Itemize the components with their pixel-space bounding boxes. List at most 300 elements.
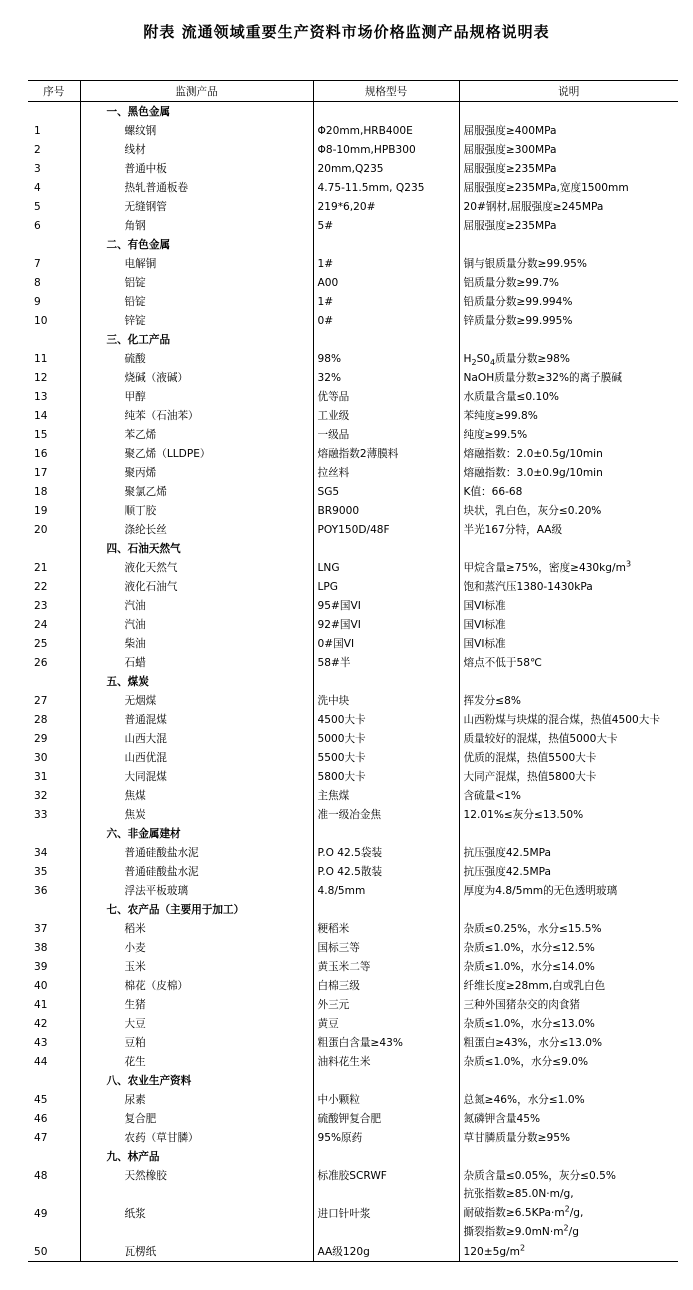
table-row (28, 501, 678, 520)
row-product: 焦煤 (80, 786, 313, 805)
row-no (28, 672, 80, 691)
table-row (28, 786, 678, 805)
row-no: 41 (34, 998, 48, 1011)
row-desc: 熔点不低于58℃ (459, 653, 678, 672)
row-desc: 熔融指数：2.0±0.5g/10min (459, 444, 678, 463)
row-spec: 一级品 (313, 425, 459, 444)
row-no (28, 539, 80, 558)
row-no: 16 (34, 447, 48, 460)
row-no: 1 (34, 124, 41, 137)
row-no: 5 (34, 200, 41, 213)
table-row (28, 767, 678, 786)
row-no: 34 (34, 846, 48, 859)
row-product: 花生 (80, 1052, 313, 1071)
row-spec: 拉丝料 (313, 463, 459, 482)
row-spec: 粳稻米 (313, 919, 459, 938)
table-row (28, 1185, 678, 1242)
row-product: 电解铜 (80, 254, 313, 273)
row-no: 48 (34, 1169, 48, 1182)
row-desc: 杂质≤0.25%，水分≤15.5% (459, 919, 678, 938)
row-spec: 58#半 (313, 653, 459, 672)
row-spec: LPG (313, 577, 459, 596)
row-product: 农药（草甘膦） (80, 1128, 313, 1147)
row-spec: A00 (313, 273, 459, 292)
table-row (28, 1128, 678, 1147)
row-spec: 219*6,20# (313, 197, 459, 216)
row-product: 普通硅酸盐水泥 (80, 862, 313, 881)
row-no: 35 (34, 865, 48, 878)
category-row (28, 102, 678, 122)
table-row (28, 653, 678, 672)
page-title: 附表 流通领域重要生产资料市场价格监测产品规格说明表 (143, 23, 550, 41)
row-product: 液化石油气 (80, 577, 313, 596)
table-row (28, 159, 678, 178)
desc-line (464, 1223, 679, 1242)
row-product: 石蜡 (80, 653, 313, 672)
header-product: 监测产品 (80, 81, 313, 102)
row-desc: 含硫量<1% (459, 786, 678, 805)
table-row (28, 1090, 678, 1109)
row-spec: 20mm,Q235 (313, 159, 459, 178)
table-row (28, 691, 678, 710)
row-no: 17 (34, 466, 48, 479)
row-spec: LNG (313, 558, 459, 577)
category-label: 四、石油天然气 (80, 539, 313, 558)
row-desc: 优质的混煤，热值5500大卡 (459, 748, 678, 767)
row-desc (459, 1185, 678, 1242)
row-desc: 厚度为4.8/5mm的无色透明玻璃 (459, 881, 678, 900)
category-row (28, 672, 678, 691)
row-no: 4 (34, 181, 41, 194)
row-product: 棉花（皮棉） (80, 976, 313, 995)
row-no: 19 (34, 504, 48, 517)
row-desc: 国VI标准 (459, 634, 678, 653)
row-no: 20 (34, 523, 48, 536)
row-no: 2 (34, 143, 41, 156)
table-row (28, 254, 678, 273)
table-row (28, 710, 678, 729)
row-desc: 山西粉煤与块煤的混合煤，热值4500大卡 (459, 710, 678, 729)
row-product: 尿素 (80, 1090, 313, 1109)
row-no: 14 (34, 409, 48, 422)
row-no (28, 824, 80, 843)
row-spec: Φ8-10mm,HPB300 (313, 140, 459, 159)
row-product: 苯乙烯 (80, 425, 313, 444)
row-spec: SG5 (313, 482, 459, 501)
row-product: 天然橡胶 (80, 1166, 313, 1185)
row-no (28, 330, 80, 349)
category-label: 八、农业生产资料 (80, 1071, 313, 1090)
text-part: /g (568, 1226, 579, 1238)
row-spec: 工业级 (313, 406, 459, 425)
row-product: 热轧普通板卷 (80, 178, 313, 197)
row-no: 8 (34, 276, 41, 289)
row-spec: 主焦煤 (313, 786, 459, 805)
table-row (28, 349, 678, 368)
row-desc: 挥发分≤8% (459, 691, 678, 710)
row-desc: 三种外国猪杂交的肉食猪 (459, 995, 678, 1014)
table-row (28, 577, 678, 596)
subscript: 4 (490, 358, 496, 368)
row-desc (459, 672, 678, 691)
row-no: 24 (34, 618, 48, 631)
row-desc: 半光167分特，AA级 (459, 520, 678, 539)
superscript: 2 (564, 1204, 570, 1214)
table-row (28, 121, 678, 140)
row-spec: P.O 42.5散装 (313, 862, 459, 881)
table-row (28, 558, 678, 577)
row-product: 小麦 (80, 938, 313, 957)
desc-line (464, 1204, 679, 1223)
table-row (28, 862, 678, 881)
row-spec (313, 235, 459, 254)
row-desc (459, 1071, 678, 1090)
row-desc: 杂质≤1.0%，水分≤12.5% (459, 938, 678, 957)
row-no: 36 (34, 884, 48, 897)
category-label: 五、煤炭 (80, 672, 313, 691)
row-spec: 油料花生米 (313, 1052, 459, 1071)
row-desc: NaOH质量分数≥32%的离子膜碱 (459, 368, 678, 387)
row-product: 聚氯乙烯 (80, 482, 313, 501)
row-product: 铅锭 (80, 292, 313, 311)
text-part: 120±5g/m (463, 1245, 520, 1258)
row-product: 顺丁胶 (80, 501, 313, 520)
category-label: 三、化工产品 (80, 330, 313, 349)
row-no: 21 (34, 561, 48, 574)
row-product: 大豆 (80, 1014, 313, 1033)
row-no (28, 1147, 80, 1166)
text-part: 撕裂指数≥9.0mN·m (463, 1226, 564, 1238)
category-label: 六、非金属建材 (80, 824, 313, 843)
row-spec: BR9000 (313, 501, 459, 520)
row-desc: 水质量含量≤0.10% (459, 387, 678, 406)
row-spec: Φ20mm,HRB400E (313, 121, 459, 140)
category-label: 九、林产品 (80, 1147, 313, 1166)
table-row (28, 957, 678, 976)
row-desc: 屈服强度≥300MPa (459, 140, 678, 159)
category-row (28, 235, 678, 254)
table-row (28, 463, 678, 482)
category-row (28, 539, 678, 558)
row-desc (459, 539, 678, 558)
row-spec: 0#国VI (313, 634, 459, 653)
row-no: 3 (34, 162, 41, 175)
table-row (28, 273, 678, 292)
row-product: 涤纶长丝 (80, 520, 313, 539)
table-row (28, 292, 678, 311)
row-no: 49 (34, 1207, 48, 1220)
row-desc: 大同产混煤，热值5800大卡 (459, 767, 678, 786)
row-spec (313, 1147, 459, 1166)
desc-line: 抗张指数≥85.0N·m/g, (463, 1188, 574, 1200)
row-product: 稻米 (80, 919, 313, 938)
row-desc: K值：66-68 (459, 482, 678, 501)
row-no: 45 (34, 1093, 48, 1106)
row-no: 12 (34, 371, 48, 384)
row-no: 23 (34, 599, 48, 612)
category-label: 一、黑色金属 (80, 102, 313, 122)
table-row (28, 197, 678, 216)
row-desc: 屈服强度≥235MPa (459, 159, 678, 178)
row-product: 浮法平板玻璃 (80, 881, 313, 900)
superscript: 3 (625, 559, 632, 569)
row-desc (459, 235, 678, 254)
row-spec: 粗蛋白含量≥43% (313, 1033, 459, 1052)
row-no (28, 235, 80, 254)
row-no: 13 (34, 390, 48, 403)
row-no: 15 (34, 428, 48, 441)
row-no: 44 (34, 1055, 48, 1068)
row-spec: 洗中块 (313, 691, 459, 710)
row-product: 锌锭 (80, 311, 313, 330)
table-row (28, 482, 678, 501)
row-desc: 杂质≤1.0%，水分≤13.0% (459, 1014, 678, 1033)
row-no: 42 (34, 1017, 48, 1030)
row-product: 无烟煤 (80, 691, 313, 710)
row-desc: 总氮≥46%，水分≤1.0% (459, 1090, 678, 1109)
row-desc (459, 349, 678, 368)
row-no: 40 (34, 979, 48, 992)
row-spec: 进口针叶浆 (313, 1185, 459, 1242)
row-spec: 32% (313, 368, 459, 387)
row-spec: 0# (313, 311, 459, 330)
table-row (28, 615, 678, 634)
row-product: 纸浆 (80, 1185, 313, 1242)
row-spec: AA级120g (313, 1242, 459, 1262)
row-no: 47 (34, 1131, 48, 1144)
row-desc (459, 558, 678, 577)
row-desc: 苯纯度≥99.8% (459, 406, 678, 425)
row-no: 37 (34, 922, 48, 935)
row-spec: 国标三等 (313, 938, 459, 957)
row-desc (459, 102, 678, 122)
row-no: 11 (34, 352, 48, 365)
row-spec: 中小颗粒 (313, 1090, 459, 1109)
row-spec: 优等品 (313, 387, 459, 406)
row-desc: 熔融指数：3.0±0.9g/10min (459, 463, 678, 482)
row-no: 46 (34, 1112, 48, 1125)
row-spec: 黄豆 (313, 1014, 459, 1033)
row-spec: 4500大卡 (313, 710, 459, 729)
row-spec (313, 672, 459, 691)
row-spec: 硫酸钾复合肥 (313, 1109, 459, 1128)
row-desc: 粗蛋白≥43%，水分≤13.0% (459, 1033, 678, 1052)
table-row (28, 1014, 678, 1033)
row-desc: 草甘膦质量分数≥95% (459, 1128, 678, 1147)
row-desc (459, 1242, 678, 1262)
row-spec (313, 900, 459, 919)
category-label: 七、农产品（主要用于加工） (80, 900, 313, 919)
row-no (28, 1071, 80, 1090)
row-desc: 杂质≤1.0%，水分≤14.0% (459, 957, 678, 976)
row-desc: 国VI标准 (459, 615, 678, 634)
table-row (28, 1109, 678, 1128)
row-product: 甲醇 (80, 387, 313, 406)
row-desc: 饱和蒸汽压1380-1430kPa (459, 577, 678, 596)
row-desc: 屈服强度≥235MPa (459, 216, 678, 235)
row-no: 50 (28, 1242, 80, 1262)
row-desc: 铝质量分数≥99.7% (459, 273, 678, 292)
row-no: 26 (34, 656, 48, 669)
row-product: 焦炭 (80, 805, 313, 824)
row-product: 普通硅酸盐水泥 (80, 843, 313, 862)
row-spec: 5800大卡 (313, 767, 459, 786)
row-no (28, 102, 80, 122)
row-product: 纯苯（石油苯） (80, 406, 313, 425)
category-row (28, 1147, 678, 1166)
row-desc: 纯度≥99.5% (459, 425, 678, 444)
row-spec (313, 824, 459, 843)
row-product: 山西优混 (80, 748, 313, 767)
row-spec: 5500大卡 (313, 748, 459, 767)
row-desc: 20#钢材,屈服强度≥245MPa (459, 197, 678, 216)
table-row (28, 1052, 678, 1071)
row-spec (313, 539, 459, 558)
row-product: 角钢 (80, 216, 313, 235)
row-no: 18 (34, 485, 48, 498)
row-product: 线材 (80, 140, 313, 159)
row-product: 普通混煤 (80, 710, 313, 729)
row-desc: 屈服强度≥400MPa (459, 121, 678, 140)
table-row (28, 919, 678, 938)
row-desc: 铜与银质量分数≥99.95% (459, 254, 678, 273)
table-row (28, 596, 678, 615)
row-spec: 5# (313, 216, 459, 235)
row-desc: 抗压强度42.5MPa (459, 843, 678, 862)
row-product: 液化天然气 (80, 558, 313, 577)
text-part: 质量分数≥98% (495, 353, 570, 365)
row-spec (313, 330, 459, 349)
row-desc: 抗压强度42.5MPa (459, 862, 678, 881)
table-row (28, 843, 678, 862)
table-row (28, 368, 678, 387)
table-row (28, 938, 678, 957)
category-label: 二、有色金属 (80, 235, 313, 254)
row-desc: 12.01%≤灰分≤13.50% (459, 805, 678, 824)
row-spec: 黄玉米二等 (313, 957, 459, 976)
table-body (28, 102, 678, 1262)
table-row (28, 805, 678, 824)
row-spec: 5000大卡 (313, 729, 459, 748)
text-part: 耐破指数≥6.5KPa·m (463, 1207, 565, 1219)
table-row (28, 634, 678, 653)
row-no (28, 900, 80, 919)
row-no: 7 (34, 257, 41, 270)
table-row (28, 140, 678, 159)
row-no: 10 (34, 314, 48, 327)
row-spec: P.O 42.5袋装 (313, 843, 459, 862)
category-row (28, 824, 678, 843)
row-spec: 95#国VI (313, 596, 459, 615)
row-no: 43 (34, 1036, 48, 1049)
table-row (28, 444, 678, 463)
row-no: 28 (34, 713, 48, 726)
table-row (28, 748, 678, 767)
row-product: 复合肥 (80, 1109, 313, 1128)
row-spec: 4.8/5mm (313, 881, 459, 900)
row-product: 大同混煤 (80, 767, 313, 786)
table-row (28, 178, 678, 197)
spec-table (28, 80, 678, 1262)
row-spec: 白棉三级 (313, 976, 459, 995)
table-row (28, 976, 678, 995)
category-row (28, 1071, 678, 1090)
header-spec: 规格型号 (313, 81, 459, 102)
header-desc: 说明 (459, 81, 678, 102)
row-no: 31 (34, 770, 48, 783)
row-no: 38 (34, 941, 48, 954)
row-product: 无缝钢管 (80, 197, 313, 216)
row-spec: 95%原药 (313, 1128, 459, 1147)
row-desc: 块状，乳白色，灰分≤0.20% (459, 501, 678, 520)
row-spec: 标准胶SCRWF (313, 1166, 459, 1185)
row-desc (459, 330, 678, 349)
row-desc (459, 824, 678, 843)
row-no: 32 (34, 789, 48, 802)
row-product: 螺纹钢 (80, 121, 313, 140)
row-product: 聚丙烯 (80, 463, 313, 482)
table-row (28, 1033, 678, 1052)
row-product: 汽油 (80, 596, 313, 615)
row-product: 瓦楞纸 (80, 1242, 313, 1262)
table-row (28, 881, 678, 900)
row-desc: 锌质量分数≥99.995% (459, 311, 678, 330)
row-product: 山西大混 (80, 729, 313, 748)
row-product: 玉米 (80, 957, 313, 976)
row-desc: 杂质≤1.0%，水分≤9.0% (459, 1052, 678, 1071)
row-no: 27 (34, 694, 48, 707)
text-part: H (463, 353, 472, 365)
superscript: 2 (519, 1242, 526, 1252)
superscript: 2 (563, 1223, 569, 1233)
row-desc: 铅质量分数≥99.994% (459, 292, 678, 311)
row-product: 汽油 (80, 615, 313, 634)
row-spec (313, 102, 459, 122)
row-no: 25 (34, 637, 48, 650)
text-part: 甲烷含量≥75%，密度≥430kg/m (463, 562, 626, 574)
row-spec: 1# (313, 254, 459, 273)
table-row (28, 387, 678, 406)
table-row (28, 311, 678, 330)
row-desc (459, 1147, 678, 1166)
table-row (28, 729, 678, 748)
row-no: 29 (34, 732, 48, 745)
row-spec: 4.75-11.5mm, Q235 (313, 178, 459, 197)
row-spec: 外三元 (313, 995, 459, 1014)
row-spec: POY150D/48F (313, 520, 459, 539)
table-row (28, 406, 678, 425)
header-no: 序号 (28, 81, 80, 102)
category-row (28, 900, 678, 919)
row-product: 烧碱（液碱） (80, 368, 313, 387)
row-product: 硫酸 (80, 349, 313, 368)
row-spec: 98% (313, 349, 459, 368)
subscript: 2 (471, 358, 477, 368)
row-no: 33 (34, 808, 48, 821)
row-desc: 国VI标准 (459, 596, 678, 615)
row-spec: 熔融指数2薄膜料 (313, 444, 459, 463)
row-desc: 屈服强度≥235MPa,宽度1500mm (459, 178, 678, 197)
table-header-row (28, 81, 678, 102)
row-spec: 准一级冶金焦 (313, 805, 459, 824)
table-row (28, 1166, 678, 1185)
row-product: 铝锭 (80, 273, 313, 292)
row-desc: 杂质含量≤0.05%，灰分≤0.5% (459, 1166, 678, 1185)
row-product: 聚乙烯（LLDPE） (80, 444, 313, 463)
row-product: 普通中板 (80, 159, 313, 178)
row-no: 30 (34, 751, 48, 764)
table-row (28, 425, 678, 444)
